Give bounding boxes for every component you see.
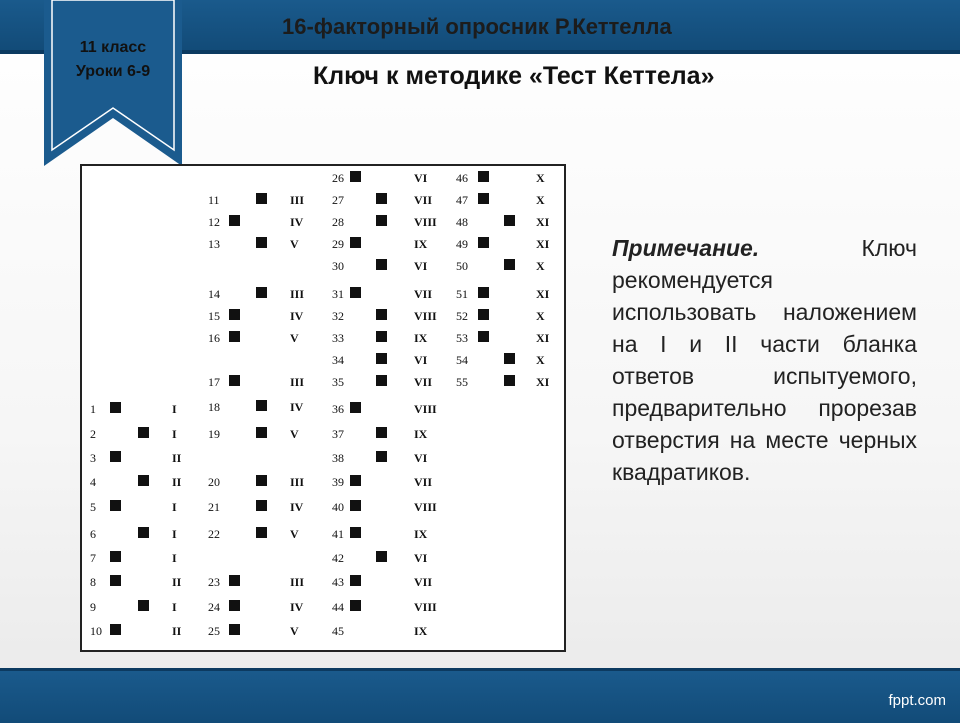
question-number: 36 bbox=[332, 402, 344, 416]
factor-numeral: VI bbox=[414, 353, 428, 367]
answer-mark-square bbox=[256, 427, 267, 438]
factor-numeral: VIII bbox=[414, 215, 437, 229]
answer-mark-square bbox=[350, 171, 361, 182]
answer-mark-square bbox=[350, 600, 361, 611]
note-text: Ключ рекомендуется использовать наложением на I и II части бланка ответов испытуемого, предварительно прорезав отверстия на месте черных квадратиков. bbox=[612, 235, 917, 485]
question-number: 17 bbox=[208, 375, 220, 389]
question-number: 26 bbox=[332, 171, 344, 185]
factor-numeral: IX bbox=[414, 237, 428, 251]
factor-numeral: III bbox=[290, 575, 305, 589]
factor-numeral: VII bbox=[414, 193, 433, 207]
factor-numeral: XI bbox=[536, 331, 550, 345]
question-number: 18 bbox=[208, 400, 220, 414]
question-number: 14 bbox=[208, 287, 220, 301]
factor-numeral: VIII bbox=[414, 402, 437, 416]
question-number: 42 bbox=[332, 551, 344, 565]
answer-mark-square bbox=[478, 331, 489, 342]
answer-mark-square bbox=[110, 500, 121, 511]
answer-mark-square bbox=[229, 309, 240, 320]
question-number: 23 bbox=[208, 575, 220, 589]
answer-mark-square bbox=[256, 475, 267, 486]
factor-numeral: V bbox=[290, 427, 299, 441]
question-number: 28 bbox=[332, 215, 344, 229]
question-number: 5 bbox=[90, 500, 96, 514]
factor-numeral: V bbox=[290, 331, 299, 345]
answer-mark-square bbox=[376, 309, 387, 320]
question-number: 52 bbox=[456, 309, 468, 323]
answer-mark-square bbox=[256, 500, 267, 511]
question-number: 46 bbox=[456, 171, 468, 185]
answer-mark-square bbox=[478, 309, 489, 320]
question-number: 4 bbox=[90, 475, 96, 489]
question-number: 51 bbox=[456, 287, 468, 301]
question-number: 6 bbox=[90, 527, 96, 541]
answer-mark-square bbox=[110, 575, 121, 586]
factor-numeral: VIII bbox=[414, 500, 437, 514]
factor-numeral: XI bbox=[536, 375, 550, 389]
answer-mark-square bbox=[350, 500, 361, 511]
answer-mark-square bbox=[376, 353, 387, 364]
answer-mark-square bbox=[110, 551, 121, 562]
ribbon-lessons: Уроки 6-9 bbox=[75, 63, 151, 80]
factor-numeral: V bbox=[290, 624, 299, 638]
question-number: 15 bbox=[208, 309, 220, 323]
answer-mark-square bbox=[110, 451, 121, 462]
answer-mark-square bbox=[110, 624, 121, 635]
ribbon-grade: 11 класс bbox=[79, 39, 147, 56]
answer-mark-square bbox=[138, 600, 149, 611]
factor-numeral: III bbox=[290, 193, 305, 207]
answer-mark-square bbox=[376, 215, 387, 226]
answer-mark-square bbox=[256, 287, 267, 298]
question-number: 48 bbox=[456, 215, 468, 229]
question-number: 27 bbox=[332, 193, 344, 207]
factor-numeral: XI bbox=[536, 237, 550, 251]
factor-numeral: IV bbox=[290, 215, 304, 229]
answer-mark-square bbox=[504, 215, 515, 226]
question-number: 24 bbox=[208, 600, 220, 614]
factor-numeral: VIII bbox=[414, 309, 437, 323]
question-number: 55 bbox=[456, 375, 468, 389]
question-number: 3 bbox=[90, 451, 96, 465]
factor-numeral: VII bbox=[414, 375, 433, 389]
question-number: 32 bbox=[332, 309, 344, 323]
factor-numeral: I bbox=[172, 402, 177, 416]
factor-numeral: IV bbox=[290, 309, 304, 323]
factor-numeral: VII bbox=[414, 287, 433, 301]
answer-mark-square bbox=[376, 259, 387, 270]
factor-numeral: II bbox=[172, 451, 182, 465]
question-number: 35 bbox=[332, 375, 344, 389]
bottom-banner bbox=[0, 668, 960, 723]
note-paragraph bbox=[612, 232, 917, 488]
question-number: 1 bbox=[90, 402, 96, 416]
factor-numeral: IX bbox=[414, 331, 428, 345]
question-number: 25 bbox=[208, 624, 220, 638]
answer-mark-square bbox=[376, 331, 387, 342]
brand-logo-text: fppt.com bbox=[888, 692, 946, 709]
question-number: 19 bbox=[208, 427, 220, 441]
question-number: 49 bbox=[456, 237, 468, 251]
question-number: 43 bbox=[332, 575, 344, 589]
question-number: 20 bbox=[208, 475, 220, 489]
answer-mark-square bbox=[504, 375, 515, 386]
factor-numeral: VII bbox=[414, 575, 433, 589]
factor-numeral: III bbox=[290, 375, 305, 389]
question-number: 22 bbox=[208, 527, 220, 541]
answer-mark-square bbox=[478, 193, 489, 204]
factor-numeral: X bbox=[536, 259, 545, 273]
factor-numeral: X bbox=[536, 353, 545, 367]
factor-numeral: II bbox=[172, 575, 182, 589]
question-number: 53 bbox=[456, 331, 468, 345]
factor-numeral: IV bbox=[290, 500, 304, 514]
answer-mark-square bbox=[256, 193, 267, 204]
answer-mark-square bbox=[229, 624, 240, 635]
factor-numeral: I bbox=[172, 600, 177, 614]
answer-mark-square bbox=[478, 287, 489, 298]
factor-numeral: III bbox=[290, 287, 305, 301]
answer-mark-square bbox=[229, 575, 240, 586]
factor-numeral: IX bbox=[414, 624, 428, 638]
factor-numeral: X bbox=[536, 309, 545, 323]
question-number: 45 bbox=[332, 624, 344, 638]
factor-numeral: II bbox=[172, 624, 182, 638]
answer-key-grid bbox=[82, 166, 564, 650]
answer-mark-square bbox=[229, 331, 240, 342]
factor-numeral: X bbox=[536, 193, 545, 207]
factor-numeral: IV bbox=[290, 400, 304, 414]
question-number: 47 bbox=[456, 193, 468, 207]
question-number: 7 bbox=[90, 551, 96, 565]
class-ribbon bbox=[44, 0, 182, 168]
answer-mark-square bbox=[350, 287, 361, 298]
answer-mark-square bbox=[376, 193, 387, 204]
question-number: 9 bbox=[90, 600, 96, 614]
answer-mark-square bbox=[350, 527, 361, 538]
question-number: 34 bbox=[332, 353, 344, 367]
question-number: 8 bbox=[90, 575, 96, 589]
answer-mark-square bbox=[229, 375, 240, 386]
question-number: 29 bbox=[332, 237, 344, 251]
question-number: 13 bbox=[208, 237, 220, 251]
factor-numeral: I bbox=[172, 527, 177, 541]
answer-mark-square bbox=[138, 527, 149, 538]
question-number: 33 bbox=[332, 331, 344, 345]
question-number: 30 bbox=[332, 259, 344, 273]
factor-numeral: I bbox=[172, 551, 177, 565]
factor-numeral: IV bbox=[290, 600, 304, 614]
deck-title: 16-факторный опросник Р.Кеттелла bbox=[282, 14, 672, 39]
question-number: 37 bbox=[332, 427, 344, 441]
factor-numeral: VI bbox=[414, 551, 428, 565]
answer-mark-square bbox=[350, 475, 361, 486]
question-number: 31 bbox=[332, 287, 344, 301]
question-number: 16 bbox=[208, 331, 220, 345]
answer-mark-square bbox=[138, 475, 149, 486]
answer-mark-square bbox=[229, 215, 240, 226]
factor-numeral: IX bbox=[414, 527, 428, 541]
factor-numeral: VIII bbox=[414, 600, 437, 614]
question-number: 54 bbox=[456, 353, 468, 367]
answer-mark-square bbox=[256, 400, 267, 411]
factor-numeral: V bbox=[290, 527, 299, 541]
answer-mark-square bbox=[478, 237, 489, 248]
answer-mark-square bbox=[376, 375, 387, 386]
factor-numeral: I bbox=[172, 500, 177, 514]
answer-mark-square bbox=[504, 353, 515, 364]
note-label: Примечание. bbox=[612, 235, 760, 261]
question-number: 12 bbox=[208, 215, 220, 229]
question-number: 39 bbox=[332, 475, 344, 489]
answer-mark-square bbox=[350, 575, 361, 586]
answer-mark-square bbox=[229, 600, 240, 611]
factor-numeral: VI bbox=[414, 259, 428, 273]
answer-mark-square bbox=[256, 237, 267, 248]
answer-mark-square bbox=[350, 402, 361, 413]
question-number: 11 bbox=[208, 193, 220, 207]
answer-mark-square bbox=[376, 451, 387, 462]
factor-numeral: VI bbox=[414, 171, 428, 185]
question-number: 2 bbox=[90, 427, 96, 441]
answer-mark-square bbox=[350, 237, 361, 248]
answer-mark-square bbox=[376, 427, 387, 438]
question-number: 41 bbox=[332, 527, 344, 541]
question-number: 38 bbox=[332, 451, 344, 465]
factor-numeral: II bbox=[172, 475, 182, 489]
factor-numeral: VI bbox=[414, 451, 428, 465]
factor-numeral: VII bbox=[414, 475, 433, 489]
answer-mark-square bbox=[256, 527, 267, 538]
question-number: 44 bbox=[332, 600, 344, 614]
question-number: 50 bbox=[456, 259, 468, 273]
factor-numeral: V bbox=[290, 237, 299, 251]
factor-numeral: I bbox=[172, 427, 177, 441]
factor-numeral: III bbox=[290, 475, 305, 489]
factor-numeral: XI bbox=[536, 287, 550, 301]
ribbon-label bbox=[44, 36, 182, 84]
factor-numeral: IX bbox=[414, 427, 428, 441]
answer-mark-square bbox=[110, 402, 121, 413]
answer-mark-square bbox=[478, 171, 489, 182]
slide-subtitle: Ключ к методике «Тест Кеттела» bbox=[313, 62, 715, 90]
factor-numeral: X bbox=[536, 171, 545, 185]
question-number: 40 bbox=[332, 500, 344, 514]
answer-key-card bbox=[80, 164, 566, 652]
question-number: 10 bbox=[90, 624, 102, 638]
answer-mark-square bbox=[376, 551, 387, 562]
answer-mark-square bbox=[138, 427, 149, 438]
factor-numeral: XI bbox=[536, 215, 550, 229]
question-number: 21 bbox=[208, 500, 220, 514]
answer-mark-square bbox=[504, 259, 515, 270]
